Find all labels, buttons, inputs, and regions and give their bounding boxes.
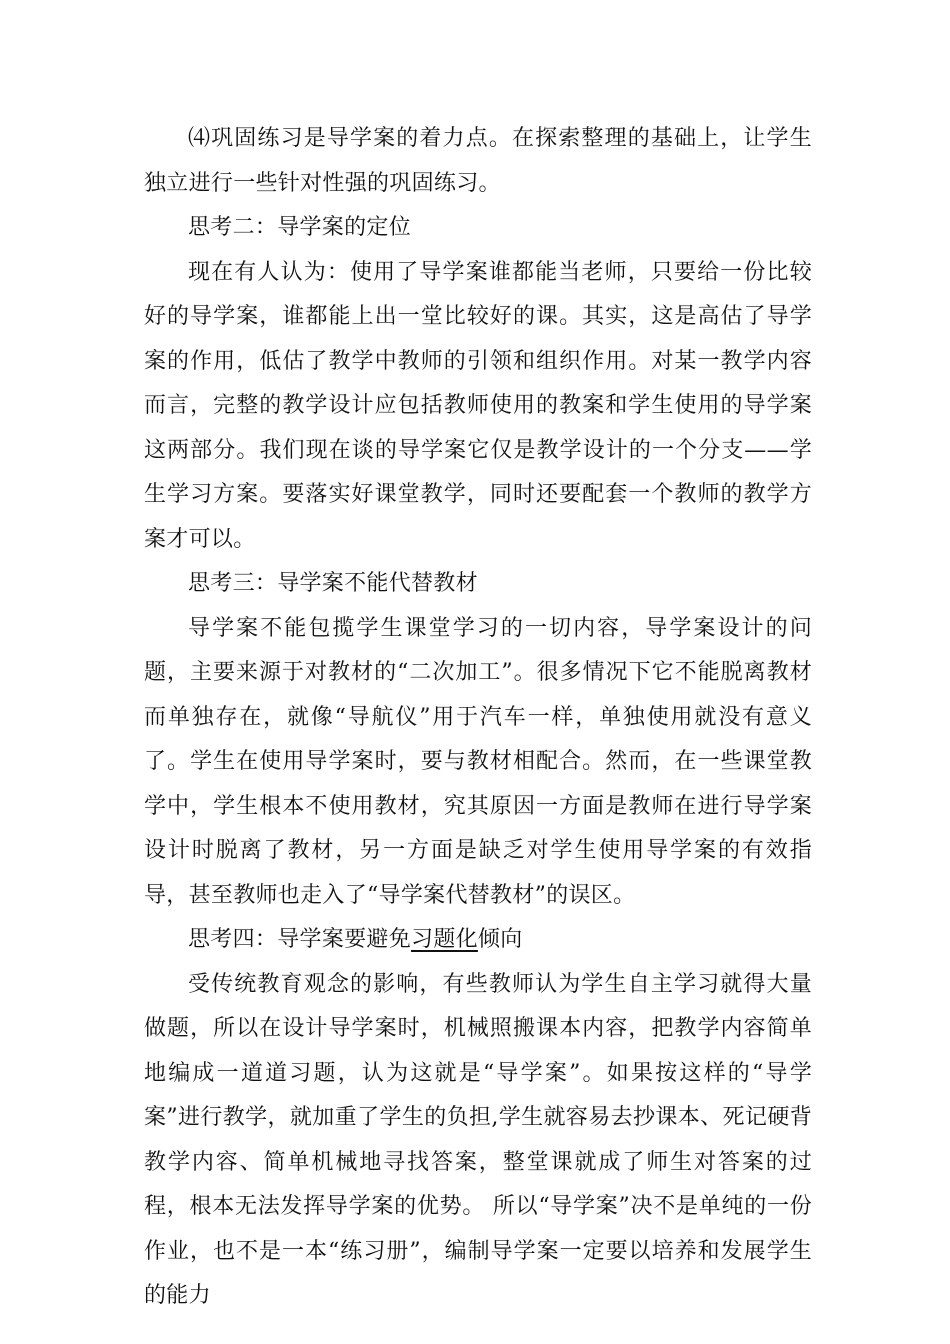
paragraph-exercise-tendency: 受传统教育观念的影响，有些教师认为学生自主学习就得大量做题，所以在设计导学案时，机械照搬课本内容，把教学内容简单地编成一道道习题，认为这就是“导学案”。如果按这样的“导学案”进行教学，就加重了学生的负担,学生就容易去抄课本、死记硬背教学内容、简单机械地寻找答案，整堂课就成了师生对答案的过程，根本无法发挥导学案的优势。 所以“导学案”决不是单纯的一份作业，也不是一本“练习册”，编制导学案一定要以培养和发展学生的能力 (144, 971, 812, 1308)
heading-thinking-two: 思考二：导学案的定位 (188, 215, 412, 240)
heading-four-suffix: 倾向 (477, 927, 523, 952)
paragraph-positioning: 现在有人认为：使用了导学案谁都能当老师，只要给一份比较好的导学案，谁都能上出一堂比较好的课。其实，这是高估了导学案的作用，低估了教学中教师的引领和组织作用。对某一教学内容而言，完整的教学设计应包括教师使用的教案和学生使用的导学案这两部分。我们现在谈的导学案它仅是教学设计的一个分支——学生学习方案。要落实好课堂教学，同时还要配套一个教师的教学方案才可以。 (144, 259, 812, 552)
heading-thinking-four (144, 918, 812, 963)
document-page (144, 117, 812, 1319)
heading-thinking-three: 思考三：导学案不能代替教材 (188, 571, 478, 596)
heading-four-prefix: 思考四：导学案要避免 (188, 927, 412, 952)
paragraph-textbook: 导学案不能包揽学生课堂学习的一切内容，导学案设计的问题，主要来源于对教材的“二次加工”。很多情况下它不能脱离教材而单独存在，就像“导航仪”用于汽车一样，单独使用就没有意义了。学生在使用导学案时，要与教材相配合。然而，在一些课堂教学中，学生根本不使用教材，究其原因一方面是教师在进行导学案设计时脱离了教材，另一方面是缺乏对学生使用导学案的有效指导，甚至教师也走入了“导学案代替教材”的误区。 (144, 615, 812, 908)
paragraph-consolidation-practice: ⑷巩固练习是导学案的着力点。在探索整理的基础上，让学生独立进行一些针对性强的巩固练习。 (144, 126, 812, 196)
heading-four-underlined-term: 习题化 (411, 927, 478, 952)
